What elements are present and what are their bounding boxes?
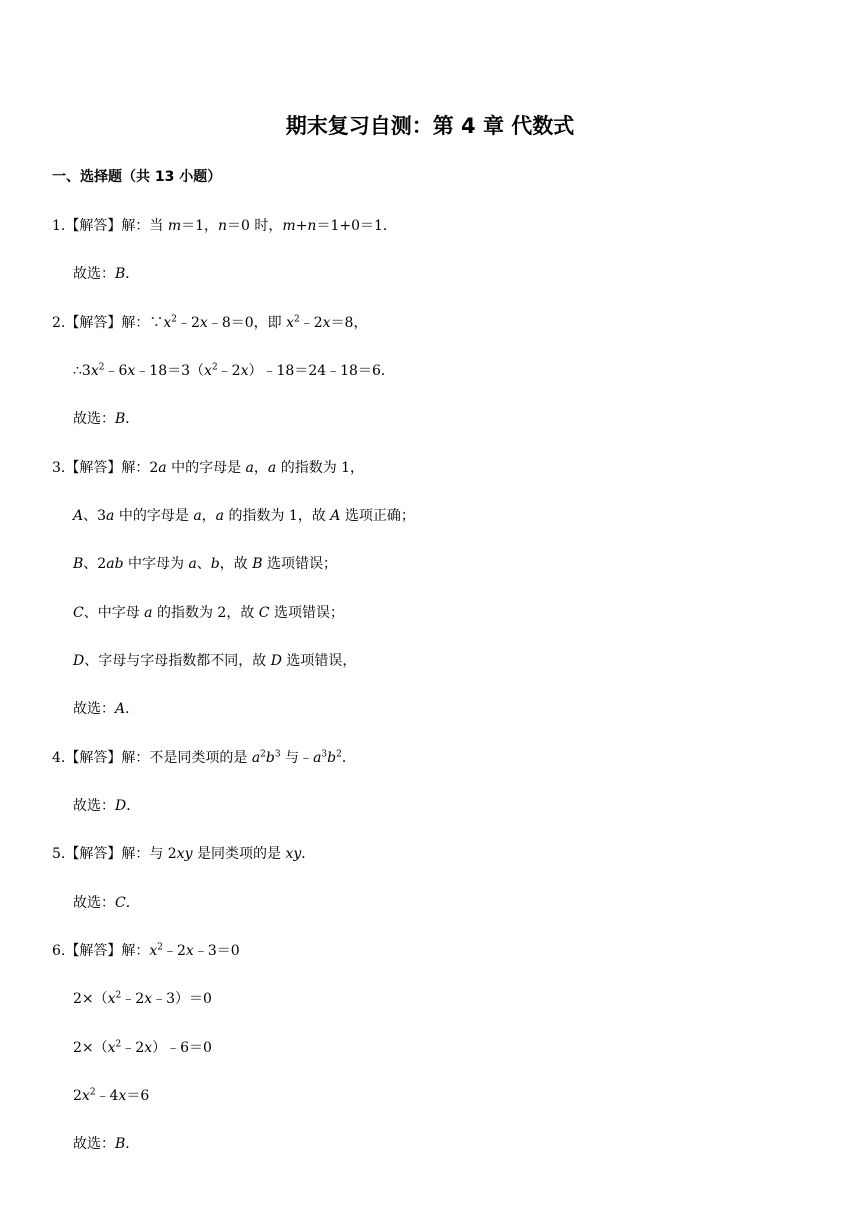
answer-line: C、中字母 a 的指数为 2，故 C 选项错误； — [73, 605, 344, 621]
answer-line: $2\times(x^2﹣2x﹣3)=0$ — [73, 990, 212, 1007]
answer-line: D、字母与字母指数都不同，故 D 选项错误， — [73, 653, 357, 669]
answer-line: A、3a 中的字母是 a，a 的指数为 1，故 A 选项正确； — [73, 508, 415, 524]
answer-line: 故选：B． — [73, 1136, 140, 1152]
question-answer-line: 4.【解答】解：不是同类项的是 $a^2b^3$ 与$﹣a^3b^2$． — [52, 749, 356, 766]
answer-line: 故选：C． — [73, 895, 140, 911]
answer-line: 故选：A． — [73, 701, 140, 717]
answer-line: $\therefore 3x^2﹣6x﹣18=3(x^2﹣2x)﹣18=24﹣18=6$． — [73, 362, 395, 379]
question-answer-line: 3.【解答】解：2a 中的字母是 a，a 的指数为 1， — [52, 460, 365, 476]
answer-line: 故选：D． — [73, 798, 141, 814]
question-answer-line: 2.【解答】解：$\because x^2﹣2x﹣8=0$，即 $x^2﹣2x=8$， — [52, 314, 368, 331]
page-title: 期末复习自测：第 4 章 代数式 — [285, 114, 575, 138]
section-heading: 一、选择题（共 13 小题） — [52, 169, 222, 185]
answer-line: $2x^2﹣4x=6$ — [73, 1087, 150, 1104]
answer-line: $2\times(x^2﹣2x)﹣6=0$ — [73, 1039, 212, 1056]
answer-line: 故选：B． — [73, 266, 140, 282]
answer-line: 故选：B． — [73, 411, 140, 427]
question-answer-line: 1.【解答】解：当 m＝1，n＝0 时，m+n＝1+0＝1． — [52, 218, 397, 234]
question-answer-line: 6.【解答】解：$x^2﹣2x﹣3=0$ — [52, 942, 240, 959]
question-answer-line: 5.【解答】解：与 2xy 是同类项的是 xy． — [52, 846, 316, 862]
answer-line: B、2ab 中字母为 a、b，故 B 选项错误； — [73, 556, 337, 572]
